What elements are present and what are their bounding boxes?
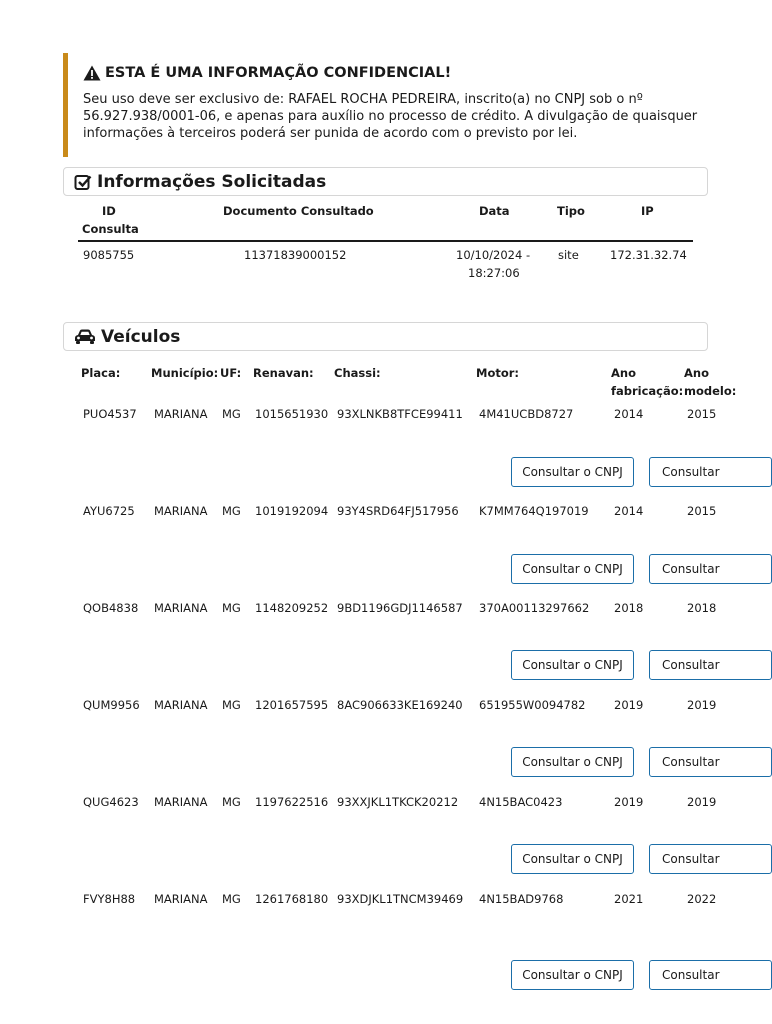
cell-ano-mod: 2022 xyxy=(687,892,717,906)
cell-renavan: 1201657595 xyxy=(255,698,329,712)
consultar-cnpj-button[interactable]: Consultar o CNPJ xyxy=(511,747,634,777)
cell-motor: K7MM764Q197019 xyxy=(479,504,589,518)
consultar-button[interactable]: Consultar xyxy=(649,960,772,990)
alert-line-3: informações à terceiros poderá ser punida de acordo com o previsto por lei. xyxy=(83,126,578,141)
header-chassi: Chassi: xyxy=(334,366,381,380)
cell-municipio: MARIANA xyxy=(154,795,208,809)
header-consulta: Consulta xyxy=(82,222,139,236)
cell-placa: QUM9956 xyxy=(83,698,140,712)
cell-ano-mod: 2015 xyxy=(687,504,717,518)
cell-uf: MG xyxy=(222,698,241,712)
cell-placa: QOB4838 xyxy=(83,601,139,615)
consultar-button[interactable]: Consultar xyxy=(649,844,772,874)
header-ano-mod-1: Ano xyxy=(684,366,709,380)
cell-municipio: MARIANA xyxy=(154,601,208,615)
cell-municipio: MARIANA xyxy=(154,892,208,906)
cell-municipio: MARIANA xyxy=(154,698,208,712)
cell-chassi: 9BD1196GDJ1146587 xyxy=(337,601,463,615)
cell-placa: AYU6725 xyxy=(83,504,135,518)
cell-ano-fab: 2014 xyxy=(614,504,644,518)
cell-documento: 11371839000152 xyxy=(244,248,347,262)
consultar-cnpj-button[interactable]: Consultar o CNPJ xyxy=(511,457,634,487)
header-motor: Motor: xyxy=(476,366,520,380)
alert-title: ESTA É UMA INFORMAÇÃO CONFIDENCIAL! xyxy=(105,65,452,81)
header-ip: IP xyxy=(641,204,654,218)
consultar-button[interactable]: Consultar xyxy=(649,554,772,584)
cell-chassi: 93XLNKB8TFCE99411 xyxy=(337,407,463,421)
cell-ano-fab: 2019 xyxy=(614,698,644,712)
header-documento: Documento Consultado xyxy=(223,204,374,218)
header-renavan: Renavan: xyxy=(253,366,314,380)
header-data: Data xyxy=(479,204,510,218)
cell-ano-mod: 2015 xyxy=(687,407,717,421)
cell-motor: 4M41UCBD8727 xyxy=(479,407,574,421)
cell-chassi: 93XDJKL1TNCM39469 xyxy=(337,892,464,906)
cell-ano-mod: 2019 xyxy=(687,698,717,712)
cell-motor: 4N15BAD9768 xyxy=(479,892,564,906)
consultar-cnpj-button[interactable]: Consultar o CNPJ xyxy=(511,960,634,990)
info-section-title: Informações Solicitadas xyxy=(97,171,327,192)
cell-uf: MG xyxy=(222,892,241,906)
consultar-button[interactable]: Consultar xyxy=(649,747,772,777)
cell-ip: 172.31.32.74 xyxy=(610,248,687,262)
cell-renavan: 1015651930 xyxy=(255,407,329,421)
cell-placa: QUG4623 xyxy=(83,795,139,809)
header-ano-fab-1: Ano xyxy=(611,366,636,380)
cell-municipio: MARIANA xyxy=(154,407,208,421)
consultar-cnpj-button[interactable]: Consultar o CNPJ xyxy=(511,554,634,584)
header-ano-fab-2: fabricação: xyxy=(611,384,684,398)
vehicles-table-header xyxy=(0,364,737,404)
vehicles-section-title: Veículos xyxy=(101,326,181,347)
consultar-cnpj-button[interactable]: Consultar o CNPJ xyxy=(511,844,634,874)
cell-data-time: 18:27:06 xyxy=(468,266,520,280)
cell-municipio: MARIANA xyxy=(154,504,208,518)
header-placa: Placa: xyxy=(81,366,121,380)
cell-renavan: 1261768180 xyxy=(255,892,329,906)
cell-placa: FVY8H88 xyxy=(83,892,136,906)
cell-renavan: 1148209252 xyxy=(255,601,329,615)
cell-ano-fab: 2019 xyxy=(614,795,644,809)
header-ano-mod-2: modelo: xyxy=(684,384,737,398)
header-tipo: Tipo xyxy=(557,204,585,218)
cell-data-date: 10/10/2024 - xyxy=(456,248,531,262)
cell-ano-fab: 2021 xyxy=(614,892,644,906)
cell-uf: MG xyxy=(222,407,241,421)
consultar-cnpj-button[interactable]: Consultar o CNPJ xyxy=(511,650,634,680)
cell-uf: MG xyxy=(222,504,241,518)
cell-chassi: 93XXJKL1TKCK20212 xyxy=(337,795,459,809)
header-municipio: Município: xyxy=(151,366,219,380)
cell-motor: 651955W0094782 xyxy=(479,698,586,712)
consultar-button[interactable]: Consultar xyxy=(649,457,772,487)
cell-placa: PUO4537 xyxy=(83,407,137,421)
cell-chassi: 8AC906633KE169240 xyxy=(337,698,463,712)
cell-motor: 370A00113297662 xyxy=(479,601,590,615)
cell-tipo: site xyxy=(558,248,579,262)
cell-id: 9085755 xyxy=(83,248,135,262)
cell-renavan: 1197622516 xyxy=(255,795,329,809)
cell-ano-fab: 2014 xyxy=(614,407,644,421)
alert-line-2: 56.927.938/0001-06, e apenas para auxílio no processo de crédito. A divulgação de quaisquer xyxy=(83,109,698,124)
cell-ano-mod: 2019 xyxy=(687,795,717,809)
cell-uf: MG xyxy=(222,795,241,809)
header-id: ID xyxy=(102,204,116,218)
cell-ano-mod: 2018 xyxy=(687,601,717,615)
cell-chassi: 93Y4SRD64FJ517956 xyxy=(337,504,459,518)
header-uf: UF: xyxy=(220,366,242,380)
alert-line-1: Seu uso deve ser exclusivo de: RAFAEL ROCHA PEDREIRA, inscrito(a) no CNPJ sob o nº xyxy=(83,92,643,107)
cell-ano-fab: 2018 xyxy=(614,601,644,615)
consultar-button[interactable]: Consultar xyxy=(649,650,772,680)
cell-motor: 4N15BAC0423 xyxy=(479,795,563,809)
cell-uf: MG xyxy=(222,601,241,615)
cell-renavan: 1019192094 xyxy=(255,504,329,518)
